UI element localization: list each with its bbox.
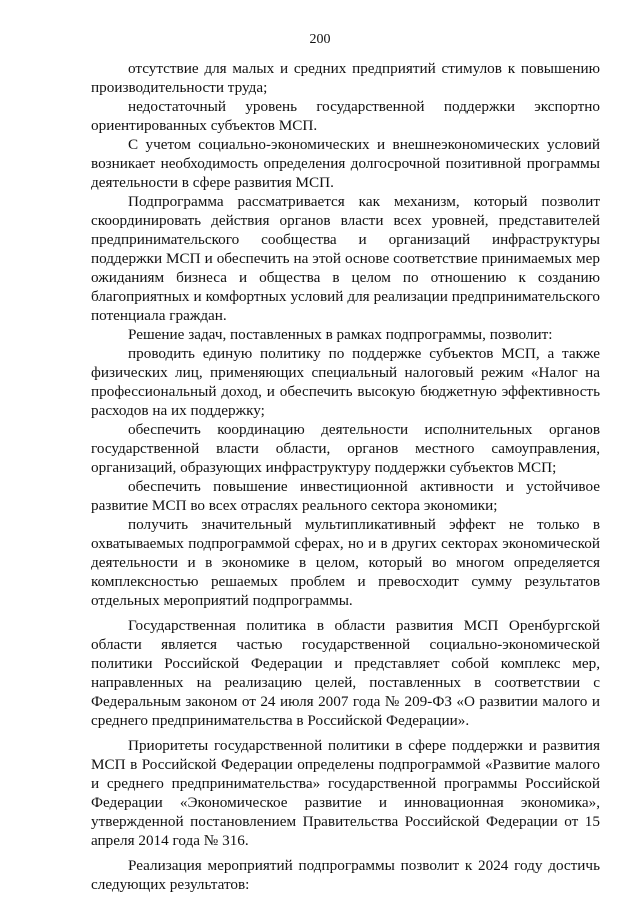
paragraph-unified-policy: проводить единую политику по поддержке субъектов МСП, а также физических лиц, применяющих специальный налоговый режим «Налог на профессиональный доход, и обеспечить высокую бюджетную эффективность расходов на их поддержку; — [91, 345, 600, 419]
page-number: 200 — [309, 32, 331, 47]
paragraph-necessity: С учетом социально-экономических и внешнеэкономических условий возникает необходимость определения долгосрочной позитивной программы деятельности в сфере развития МСП. — [91, 136, 600, 191]
paragraph-investment: обеспечить повышение инвестиционной активности и устойчивое развитие МСП во всех отраслях реального сектора экономики; — [91, 478, 600, 514]
paragraph-tasks-intro: Решение задач, поставленных в рамках подпрограммы, позволит: — [128, 326, 553, 343]
paragraph-state-policy: Государственная политика в области развития МСП Оренбургской области является частью государственной социально-экономической политики Российской Федерации и представляет собой комплекс мер, направленных на реализацию целей, поставленных в соответствии с Федеральным законом от 24 июля 2007 года № 209-ФЗ «О развитии малого и среднего предпринимательства в Российской Федерации». — [91, 617, 600, 729]
paragraph-priorities: Приоритеты государственной политики в сфере поддержки и развития МСП в Российской Федерации определены подпрограммой «Развитие малого и среднего предпринимательства» государственной программы Российской Федерации «Экономическое развитие и инновационная экономика», утвержденной постановлением Правительства Российской Федерации от 15 апреля 2014 года № 316. — [91, 737, 600, 849]
paragraph-coordination: обеспечить координацию деятельности исполнительных органов государственной власти области, органов местного самоуправления, организаций, образующих инфраструктуру поддержки субъектов МСП; — [91, 421, 600, 476]
paragraph-results-intro: Реализация мероприятий подпрограммы позволит к 2024 году достичь следующих результатов: — [91, 857, 600, 893]
paragraph-insufficient-support: недостаточный уровень государственной поддержки экспортно ориентированных субъектов МСП. — [91, 98, 600, 134]
paragraph-multiplier-effect: получить значительный мультипликативный эффект не только в охватываемых подпрограммой сферах, но и в других секторах экономической деятельности и в экономике в целом, который во многом определяется комплексностью решаемых проблем и превосходит сумму результатов отдельных мероприятий подпрограммы. — [91, 516, 600, 609]
paragraph-mechanism: Подпрограмма рассматривается как механизм, который позволит скоординировать действия органов власти всех уровней, представителей предпринимательского сообщества и организаций инфраструктуры поддержки МСП и обеспечить на этой основе соответствие принимаемых мер ожиданиям бизнеса и общества в целом по отношению к созданию благоприятных и комфортных условий для реализации предпринимательского потенциала граждан. — [91, 193, 600, 324]
paragraph-lack-of-incentives: отсутствие для малых и средних предприятий стимулов к повышению производительности труда; — [91, 60, 600, 96]
document-body — [91, 59, 600, 894]
